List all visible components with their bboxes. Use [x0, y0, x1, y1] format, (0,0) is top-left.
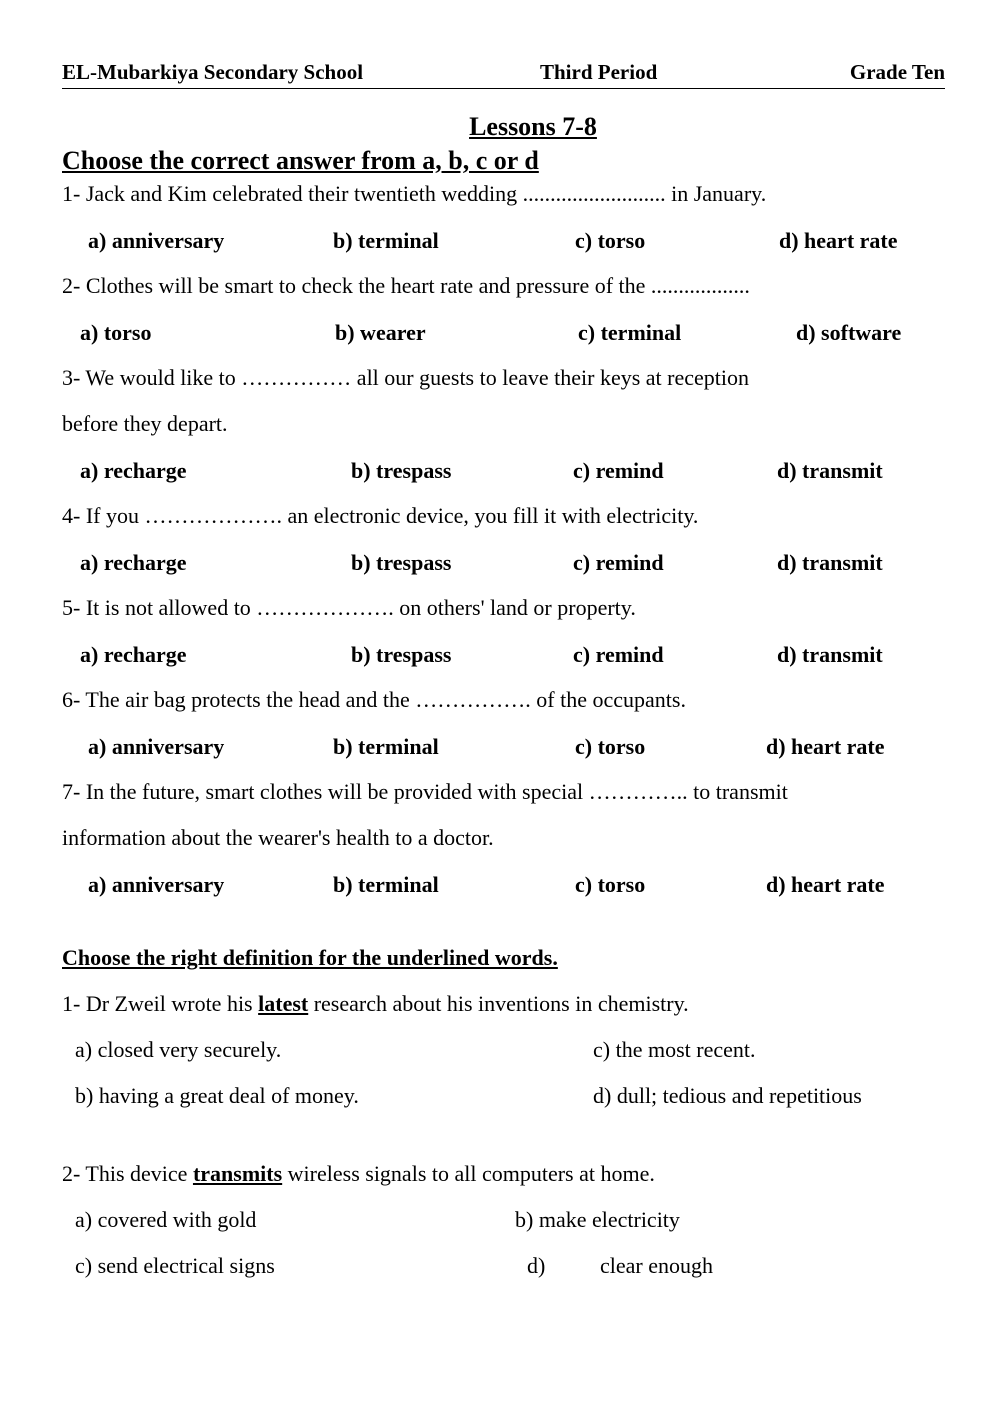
- dq2-option-d-text: clear enough: [600, 1253, 713, 1278]
- question-2: 2- Clothes will be smart to check the heart rate and pressure of the ..................: [62, 273, 750, 298]
- q3-option-b: b) trespass: [351, 458, 452, 483]
- dq1-text-before: 1- Dr Zweil wrote his: [62, 991, 259, 1016]
- dq2-text-after: wireless signals to all computers at home.: [282, 1161, 655, 1186]
- dq1-underlined-word: latest: [258, 991, 309, 1016]
- question-4: 4- If you ………………. an electronic device, you fill it with electricity.: [62, 503, 699, 528]
- q7-option-a: a) anniversary: [88, 872, 225, 897]
- dq2-underlined-word: transmits: [192, 1161, 283, 1186]
- q2-option-d: d) software: [796, 320, 902, 345]
- page-header: [62, 60, 945, 89]
- q4-option-c: c) remind: [573, 550, 664, 575]
- q5-option-d: d) transmit: [777, 642, 883, 667]
- question-1: 1- Jack and Kim celebrated their twentieth wedding .......................... in January.: [62, 181, 767, 206]
- q1-option-d: d) heart rate: [779, 228, 898, 253]
- q7-option-c: c) torso: [575, 872, 646, 897]
- dq2-text-before: 2- This device: [62, 1161, 193, 1186]
- q4-option-a: a) recharge: [80, 550, 187, 575]
- q3-option-c: c) remind: [573, 458, 664, 483]
- dq1-option-b: b) having a great deal of money.: [75, 1083, 359, 1108]
- lessons-title: Lessons 7-8: [469, 112, 597, 141]
- q2-option-a: a) torso: [80, 320, 152, 345]
- q1-option-b: b) terminal: [333, 228, 439, 253]
- q2-option-b: b) wearer: [335, 320, 426, 345]
- question-6: 6- The air bag protects the head and the ……………. of the occupants.: [62, 687, 686, 712]
- q1-option-a: a) anniversary: [88, 228, 225, 253]
- dq1-option-c: c) the most recent.: [593, 1037, 756, 1062]
- q5-option-b: b) trespass: [351, 642, 452, 667]
- dq2-option-b: b) make electricity: [515, 1207, 680, 1232]
- question-7-line-2: information about the wearer's health to a doctor.: [62, 825, 494, 850]
- q3-option-a: a) recharge: [80, 458, 187, 483]
- grade-label: Grade Ten: [849, 60, 945, 84]
- question-7-line-1: 7- In the future, smart clothes will be provided with special ………….. to transmit: [62, 779, 788, 804]
- q5-option-c: c) remind: [573, 642, 664, 667]
- q6-option-b: b) terminal: [333, 734, 439, 759]
- lessons-title-row: [0, 112, 992, 142]
- definition-question-1: [62, 991, 689, 1017]
- q3-option-d: d) transmit: [777, 458, 883, 483]
- q1-option-c: c) torso: [575, 228, 646, 253]
- q4-option-d: d) transmit: [777, 550, 883, 575]
- section2-instruction: Choose the right definition for the underlined words.: [62, 945, 558, 970]
- dq1-option-a: a) closed very securely.: [75, 1037, 282, 1062]
- q7-option-d: d) heart rate: [766, 872, 885, 897]
- question-5: 5- It is not allowed to ………………. on others' land or property.: [62, 595, 636, 620]
- school-name: EL-Mubarkiya Secondary School: [62, 60, 364, 84]
- q6-option-d: d) heart rate: [766, 734, 885, 759]
- q7-option-b: b) terminal: [333, 872, 439, 897]
- question-3-line-1: 3- We would like to …………… all our guests to leave their keys at reception: [62, 365, 749, 390]
- q6-option-c: c) torso: [575, 734, 646, 759]
- q2-option-c: c) terminal: [578, 320, 682, 345]
- q6-option-a: a) anniversary: [88, 734, 225, 759]
- question-3-line-2: before they depart.: [62, 411, 228, 436]
- dq2-option-c: c) send electrical signs: [75, 1253, 275, 1278]
- definition-question-2: [62, 1161, 655, 1187]
- q5-option-a: a) recharge: [80, 642, 187, 667]
- q4-option-b: b) trespass: [351, 550, 452, 575]
- dq2-option-d-label: d): [527, 1253, 546, 1278]
- section1-instruction: Choose the correct answer from a, b, c or d: [62, 146, 539, 175]
- dq2-option-a: a) covered with gold: [75, 1207, 257, 1232]
- period-label: Third Period: [540, 60, 658, 84]
- dq1-text-after: research about his inventions in chemistry.: [308, 991, 689, 1016]
- dq1-option-d: d) dull; tedious and repetitious: [593, 1083, 862, 1108]
